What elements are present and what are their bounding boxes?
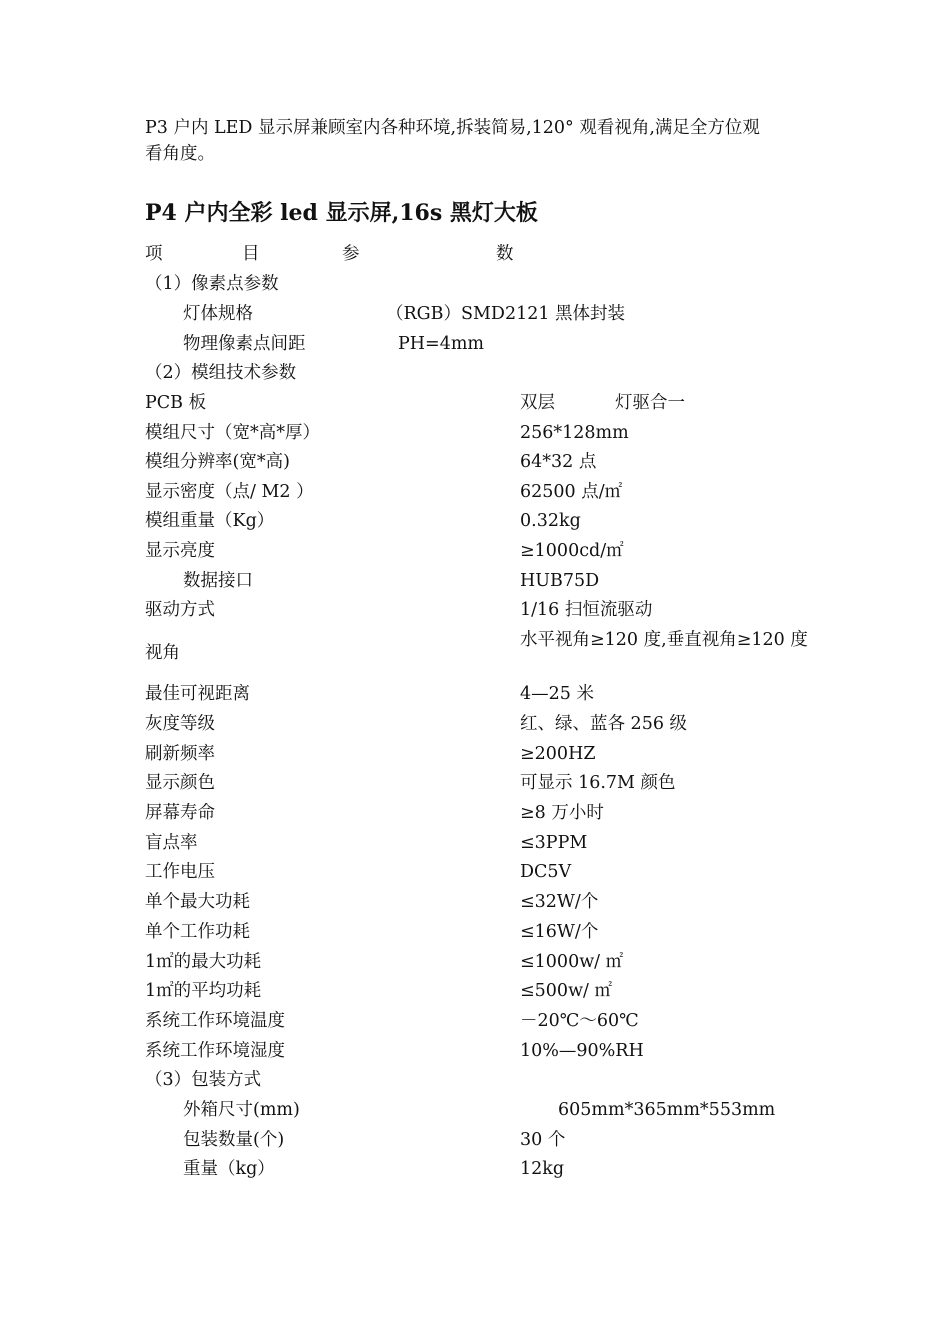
- param-name: 视角: [145, 643, 180, 663]
- param-value: ≥8 万小时: [520, 803, 604, 823]
- param-name: 灯体规格: [183, 304, 253, 324]
- param-name: 驱动方式: [145, 600, 215, 620]
- param-value: ≤1000w/ ㎡: [520, 952, 624, 972]
- param-name: 包装数量(个): [183, 1130, 285, 1150]
- param-value: ≤500w/ ㎡: [520, 981, 613, 1001]
- param-value: 64*32 点: [520, 452, 597, 472]
- param-value: 双层: [520, 393, 555, 413]
- param-name: PCB 板: [145, 393, 207, 413]
- param-name: 单个最大功耗: [145, 892, 250, 912]
- param-value: 水平视角≥120 度,垂直视角≥120 度: [520, 630, 808, 650]
- param-name: 模组重量（Kg）: [145, 511, 275, 531]
- header-col-4: 数: [496, 244, 514, 264]
- param-name: 灰度等级: [145, 714, 215, 734]
- param-name: 盲点率: [145, 833, 198, 853]
- param-name: 单个工作功耗: [145, 922, 250, 942]
- param-name: 重量（kg）: [183, 1159, 275, 1179]
- param-value: 605mm*365mm*553mm: [558, 1100, 776, 1120]
- param-name: 显示密度（点/ M2 ）: [145, 482, 314, 502]
- param-value: 12kg: [520, 1159, 565, 1179]
- param-value: 4—25 米: [520, 684, 594, 704]
- param-value: 1/16 扫恒流驱动: [520, 600, 653, 620]
- param-name: 数据接口: [183, 571, 253, 591]
- section-label-pixel: （1）像素点参数: [145, 274, 279, 294]
- section-label-packaging: （3）包装方式: [145, 1070, 262, 1090]
- param-value: ≥200HZ: [520, 744, 596, 764]
- param-name: 系统工作环境温度: [145, 1011, 285, 1031]
- param-name: 刷新频率: [145, 744, 215, 764]
- param-name: 屏幕寿命: [145, 803, 215, 823]
- param-value: 10%—90%RH: [520, 1041, 644, 1061]
- param-value: 可显示 16.7M 颜色: [520, 773, 676, 793]
- param-name: 最佳可视距离: [145, 684, 250, 704]
- param-value: ≤32W/个: [520, 892, 599, 912]
- param-value: 256*128mm: [520, 423, 629, 443]
- param-value: HUB75D: [520, 571, 600, 591]
- section-title: P4 户内全彩 led 显示屏,16s 黑灯大板: [145, 200, 538, 226]
- param-value: ≤16W/个: [520, 922, 599, 942]
- param-value: （RGB）SMD2121 黑体封装: [386, 304, 626, 324]
- intro-line-1: P3 户内 LED 显示屏兼顾室内各种环境,拆装简易,120° 观看视角,满足全方位观: [145, 118, 760, 138]
- header-col-2: 目: [242, 244, 260, 264]
- param-value: 30 个: [520, 1130, 566, 1150]
- param-name: 模组分辨率(宽*高): [145, 452, 290, 472]
- param-value: DC5V: [520, 862, 572, 882]
- param-name: 1㎡的最大功耗: [145, 952, 262, 972]
- param-name: 物理像素点间距: [183, 334, 306, 354]
- param-name: 系统工作环境湿度: [145, 1041, 285, 1061]
- param-name: 显示亮度: [145, 541, 215, 561]
- param-name: 工作电压: [145, 862, 215, 882]
- param-value: －20℃～60℃: [520, 1011, 639, 1031]
- intro-paragraph: [145, 115, 825, 167]
- section-label-module: （2）模组技术参数: [145, 363, 297, 383]
- param-name: 1㎡的平均功耗: [145, 981, 262, 1001]
- param-value: ≤3PPM: [520, 833, 588, 853]
- param-value: 灯驱合一: [615, 393, 685, 413]
- param-value: ≥1000cd/㎡: [520, 541, 624, 561]
- param-value: 0.32kg: [520, 511, 581, 531]
- param-value: 红、绿、蓝各 256 级: [520, 714, 688, 734]
- param-name: 模组尺寸（宽*高*厚）: [145, 423, 320, 443]
- header-col-1: 项: [145, 244, 163, 264]
- intro-line-2: 看角度。: [145, 144, 215, 164]
- param-value: 62500 点/㎡: [520, 482, 623, 502]
- header-col-3: 参: [342, 244, 360, 264]
- param-value: PH=4mm: [398, 334, 485, 354]
- param-name: 外箱尺寸(mm): [183, 1100, 300, 1120]
- param-name: 显示颜色: [145, 773, 215, 793]
